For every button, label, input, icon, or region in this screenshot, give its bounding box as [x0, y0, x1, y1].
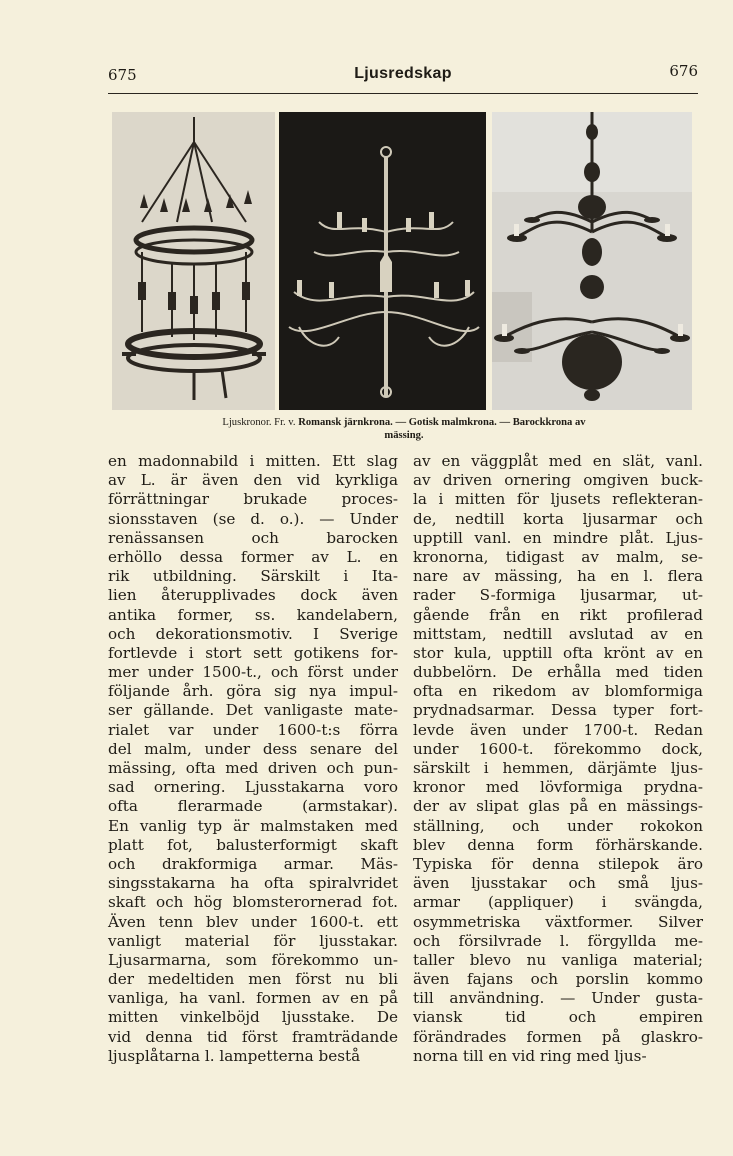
text-line: vanligt material för ljusstakar. [108, 931, 398, 950]
text-line: En vanlig typ är malmstaken med [108, 816, 398, 835]
text-line: prydnadsarmar. Dessa typer fort- [413, 701, 703, 720]
text-line: gående från en rikt profilerad [413, 605, 703, 624]
text-line: lien återupplivades dock även [108, 586, 398, 605]
text-line: och drakformiga armar. Mäs- [108, 854, 398, 873]
header-rule [108, 93, 698, 94]
text-line: vid denna tid först framträdande [108, 1027, 398, 1046]
baroque-crown-illustration [492, 112, 692, 410]
text-line: de, nedtill korta ljusarmar och [413, 509, 703, 528]
text-line: under 1600-t. förekommo dock, [413, 739, 703, 758]
text-line: mittstam, nedtill avslutad av en [413, 624, 703, 643]
text-line: ställning, och under rokokon [413, 816, 703, 835]
text-line: kronorna, tidigast av malm, se- [413, 547, 703, 566]
text-line: der medeltiden men först nu bli [108, 970, 398, 989]
text-line: och försilvrade l. förgyllda me- [413, 931, 703, 950]
text-line: ljusplåtarna l. lampetterna bestå [108, 1046, 361, 1065]
text-line: mässing, ofta med driven och pun- [108, 759, 398, 777]
text-line: osymmetriska växtformer. Silver [413, 912, 703, 931]
caption-line-2: mässing. [384, 430, 424, 441]
iron-crown-illustration [112, 112, 275, 410]
text-line: sad ornering. Ljusstakarna voro [108, 778, 398, 797]
text-column-left [108, 452, 398, 1066]
page-number-left: 675 [108, 66, 137, 84]
text-line: blev denna form förhärskande. [413, 835, 703, 854]
text-line: taller blevo nu vanliga material; [413, 950, 703, 969]
text-line: fortlevde i stort sett gotikens for- [108, 643, 398, 662]
text-line: av L. är även den vid kyrkliga [108, 471, 398, 490]
text-line: en madonnabild i mitten. Ett slag [108, 452, 398, 470]
text-line: mer under 1500-t., och först under [108, 663, 398, 682]
text-line: vanliga, ha vanl. formen av en på [108, 989, 398, 1008]
text-line: norna till en vid ring med ljus- [413, 1046, 647, 1065]
figure-caption [112, 416, 696, 442]
text-line: även fajans och porslin kommo [413, 970, 703, 989]
text-line: upptill vanl. en mindre plåt. Ljus- [413, 528, 703, 547]
photo-baroque-brass-crown [492, 112, 692, 410]
text-line: Typiska för denna stilepok äro [413, 854, 703, 873]
text-column-right [413, 452, 703, 1066]
text-line: la i mitten för ljusets reflekteran- [413, 490, 703, 509]
text-line: av driven ornering omgiven buck- [413, 471, 703, 490]
text-line: ser gällande. Det vanligaste mate- [108, 701, 398, 720]
text-line: Även tenn blev under 1600-t. ett [108, 912, 398, 931]
text-line: sionsstaven (se d. o.). — Under [108, 509, 398, 528]
text-line: stor kula, upptill ofta krönt av en [413, 643, 703, 662]
text-line: mitten vinkelböjd ljusstake. De [108, 1008, 398, 1027]
text-line: även ljusstakar och små ljus- [413, 874, 703, 893]
text-line: förändrades formen på glaskro- [413, 1027, 703, 1046]
text-line: del malm, under dess senare del [108, 739, 398, 758]
text-line: skaft och hög blomsterornerad fot. [108, 893, 398, 912]
caption-bold-text: Romansk järnkrona. — Gotisk malmkrona. — Barockkrona av [298, 417, 586, 428]
text-line: renässansen och barocken [108, 528, 398, 547]
page-number-right: 676 [669, 62, 698, 80]
text-line: viansk tid och empiren [413, 1008, 703, 1027]
text-line: kronor med lövformiga prydna- [413, 778, 703, 797]
text-line: följande årh. göra sig nya impul- [108, 682, 398, 701]
text-line: rialet var under 1600-t:s förra [108, 720, 398, 739]
text-line: och dekorationsmotiv. I Sverige [108, 624, 398, 643]
text-line: singsstakarna ha ofta spiralvridet [108, 874, 398, 893]
photo-romanesque-iron-crown [112, 112, 275, 410]
page-header [108, 62, 698, 90]
text-line: erhöllo dessa former av L. en [108, 547, 398, 566]
text-line: antika former, ss. kandelabern, [108, 605, 398, 624]
text-line: armar (appliquer) i svängda, [413, 893, 703, 912]
text-line: rader S-formiga ljusarmar, ut- [413, 586, 703, 605]
text-line: förrättningar brukade proces- [108, 490, 398, 509]
text-line: rik utbildning. Särskilt i Ita- [108, 567, 398, 586]
text-line: särskilt i hemmen, därjämte ljus- [413, 759, 703, 777]
text-line: levde även under 1700-t. Redan [413, 720, 703, 739]
caption-prefix: Ljuskronor. Fr. v. [222, 417, 296, 428]
text-line: platt fot, balusterformigt skaft [108, 835, 398, 854]
photo-gothic-brass-crown [279, 112, 486, 410]
text-line: ofta en rikedom av blomformiga [413, 682, 703, 701]
page-title: Ljusredskap [354, 65, 452, 82]
text-line: dubbelörn. De erhålla med tiden [413, 663, 703, 682]
text-line: till användning. — Under gusta- [413, 989, 703, 1008]
text-line: der av slipat glas på en mässings- [413, 797, 703, 816]
gothic-crown-illustration [279, 112, 486, 410]
text-line: ofta flerarmade (armstakar). [108, 797, 398, 816]
text-line: av en väggplåt med en slät, vanl. [413, 452, 703, 470]
text-line: nare av mässing, ha en l. flera [413, 567, 703, 586]
text-line: Ljusarmarna, som förekommo un- [108, 950, 398, 969]
